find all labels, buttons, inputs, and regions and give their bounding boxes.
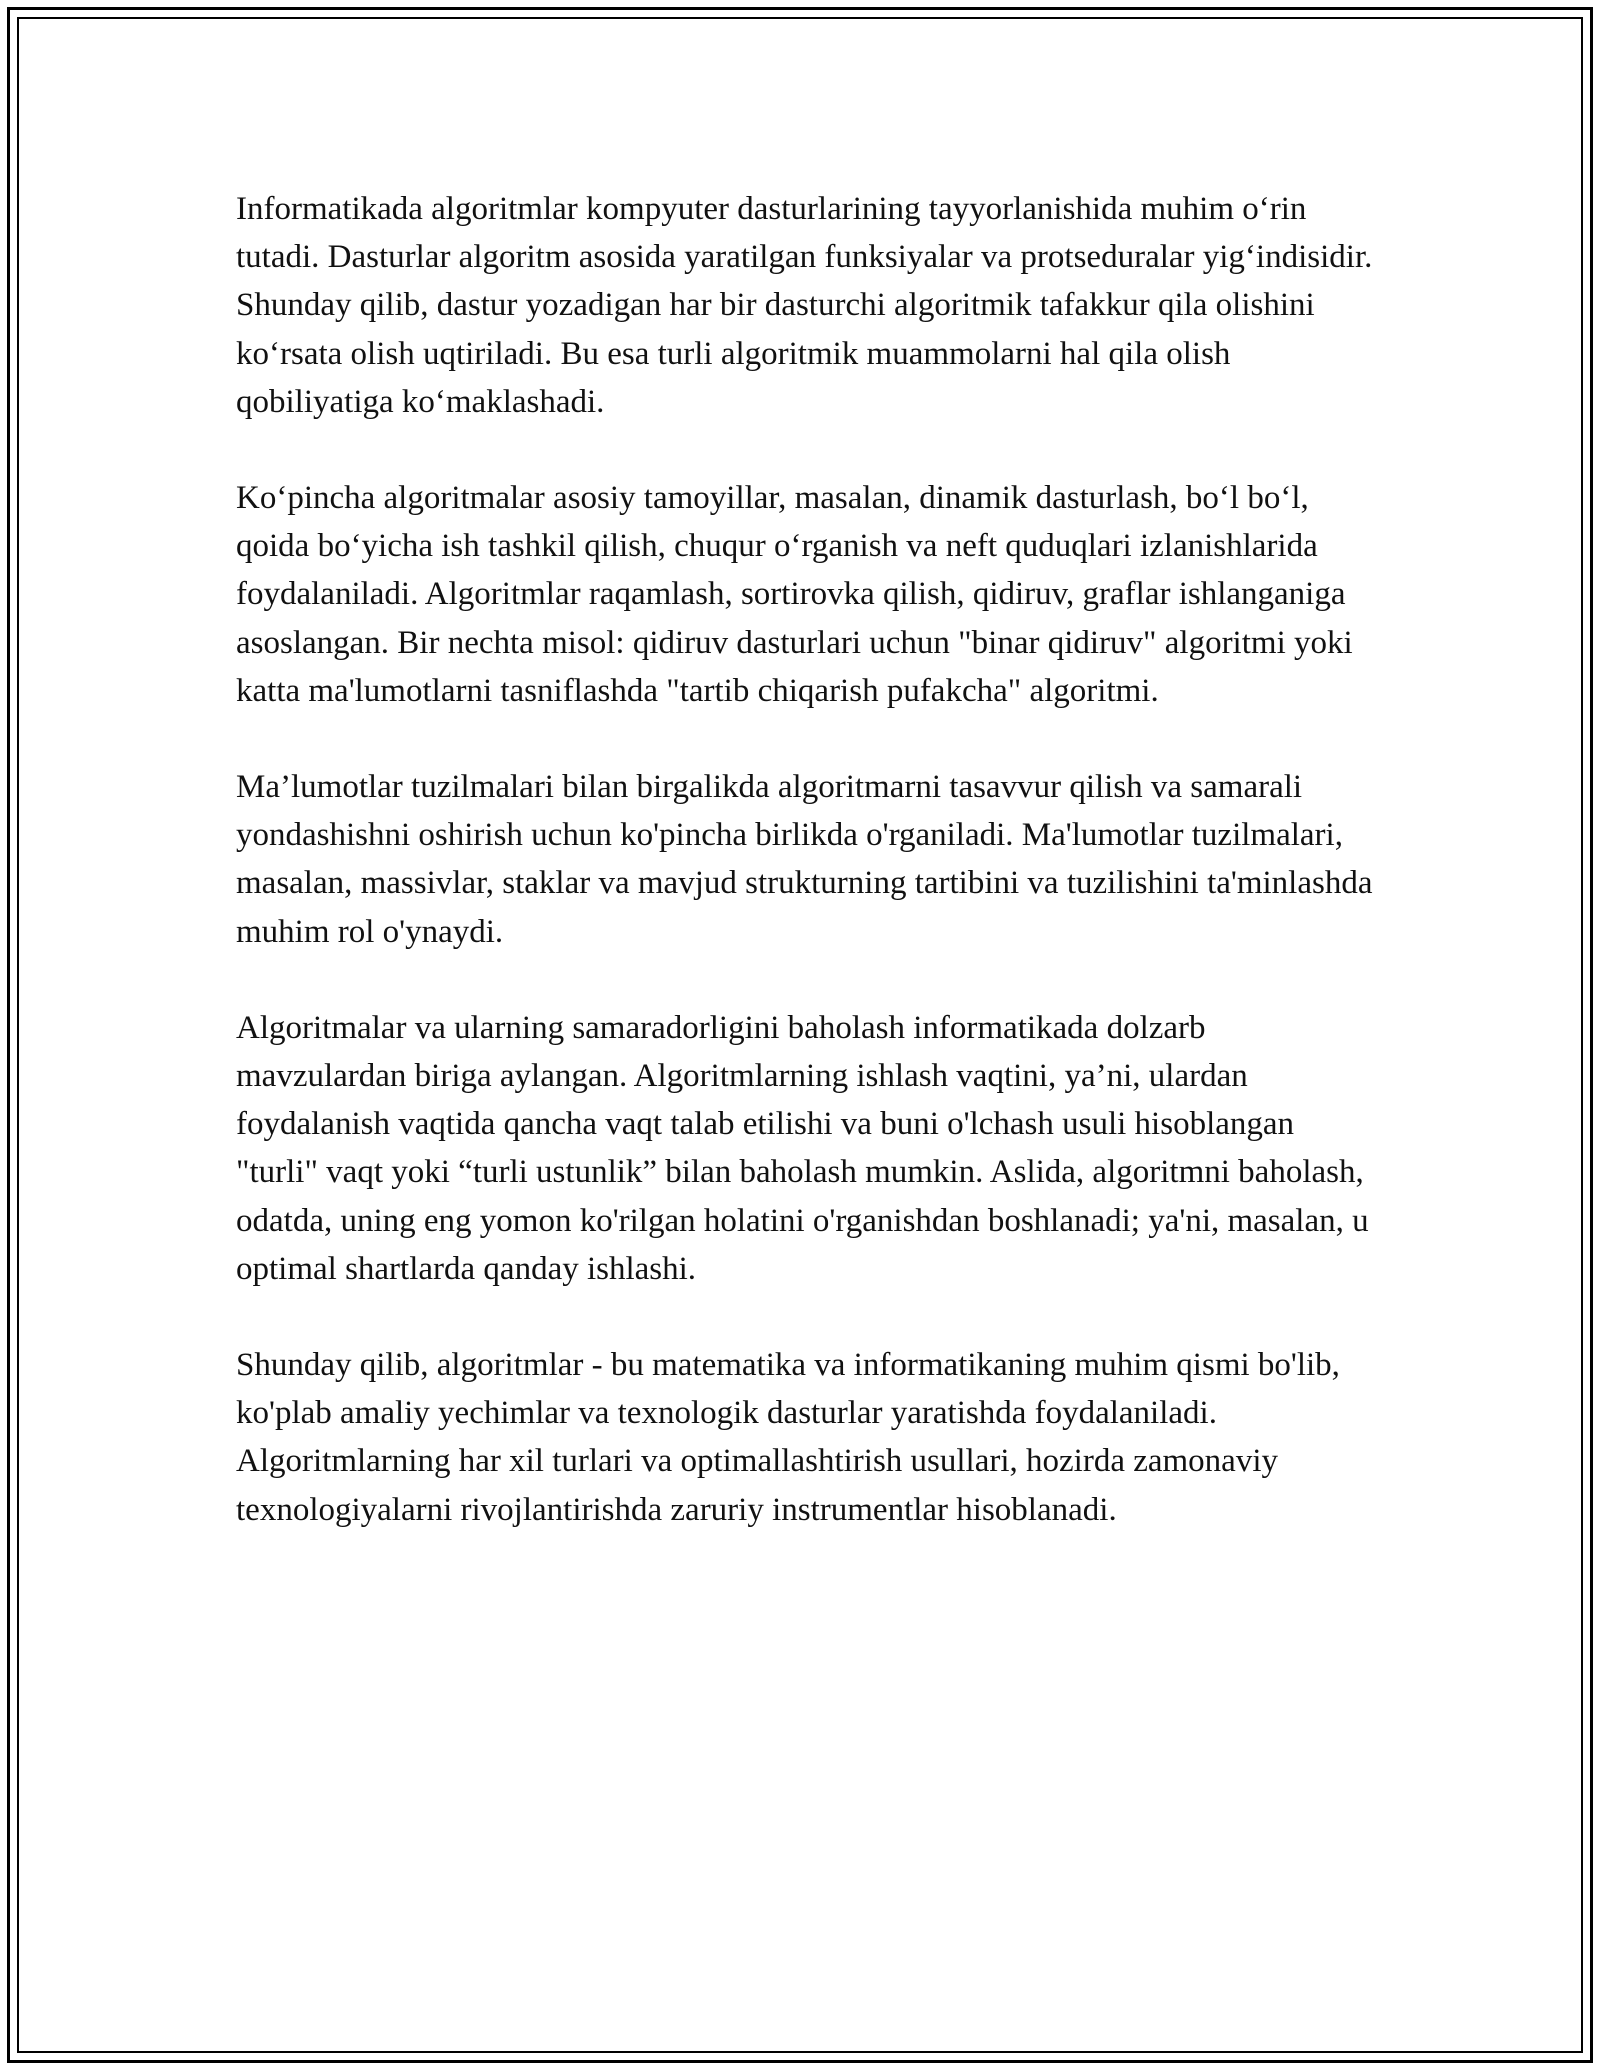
- document-body: [236, 185, 1376, 1582]
- paragraph-5: Shunday qilib, algoritmlar - bu matematika va informatikaning muhim qismi bo'lib, ko'plab amaliy yechimlar va texnologik dasturlar yaratishda foydalaniladi. Algoritmlarning har xil turlari va optimallashtirish usullari, hozirda zamonaviy texnologiyalarni rivojlantirishda zaruriy instrumentlar hisoblanadi.: [236, 1347, 1340, 1528]
- paragraph-2: Koʻpincha algoritmalar asosiy tamoyillar, masalan, dinamik dasturlash, boʻl boʻl, qoida boʻyicha ish tashkil qilish, chuqur oʻrganish va neft quduqlari izlanishlarida foydalaniladi. Algoritmlar raqamlash, sortirovka qilish, qidiruv, graflar ishlanganiga asoslangan. Bir nechta misol: qidiruv dasturlari uchun "binar qidiruv" algoritmi yoki katta ma'lumotlarni tasniflashda "tartib chiqarish pufakcha" algoritmi.: [236, 480, 1353, 709]
- paragraph-3: Ma’lumotlar tuzilmalari bilan birgalikda algoritmarni tasavvur qilish va samarali yondashishni oshirish uchun ko'pincha birlikda o'rganiladi. Ma'lumotlar tuzilmalari, masalan, massivlar, staklar va mavjud strukturning tartibini va tuzilishini ta'minlashda muhim rol o'ynaydi.: [236, 769, 1373, 950]
- paragraph-4: Algoritmalar va ularning samaradorligini baholash informatikada dolzarb mavzulardan biriga aylangan. Algoritmlarning ishlash vaqtini, ya’ni, ulardan foydalanish vaqtida qancha vaqt talab etilishi va buni o'lchash usuli hisoblangan "turli" vaqt yoki “turli ustunlik” bilan baholash mumkin. Aslida, algoritmni baholash, odatda, uning eng yomon ko'rilgan holatini o'rganishdan boshlanadi; ya'ni, masalan, u optimal shartlarda qanday ishlashi.: [236, 1009, 1369, 1287]
- paragraph-1: Informatikada algoritmlar kompyuter dasturlarining tayyorlanishida muhim oʻrin tutadi. Dasturlar algoritm asosida yaratilgan funksiyalar va protseduralar yigʻindisidir. Shunday qilib, dastur yozadigan har bir dasturchi algoritmik tafakkur qila olishini koʻrsata olish uqtiriladi. Bu esa turli algoritmik muammolarni hal qila olish qobiliyatiga koʻmaklashadi.: [236, 191, 1373, 420]
